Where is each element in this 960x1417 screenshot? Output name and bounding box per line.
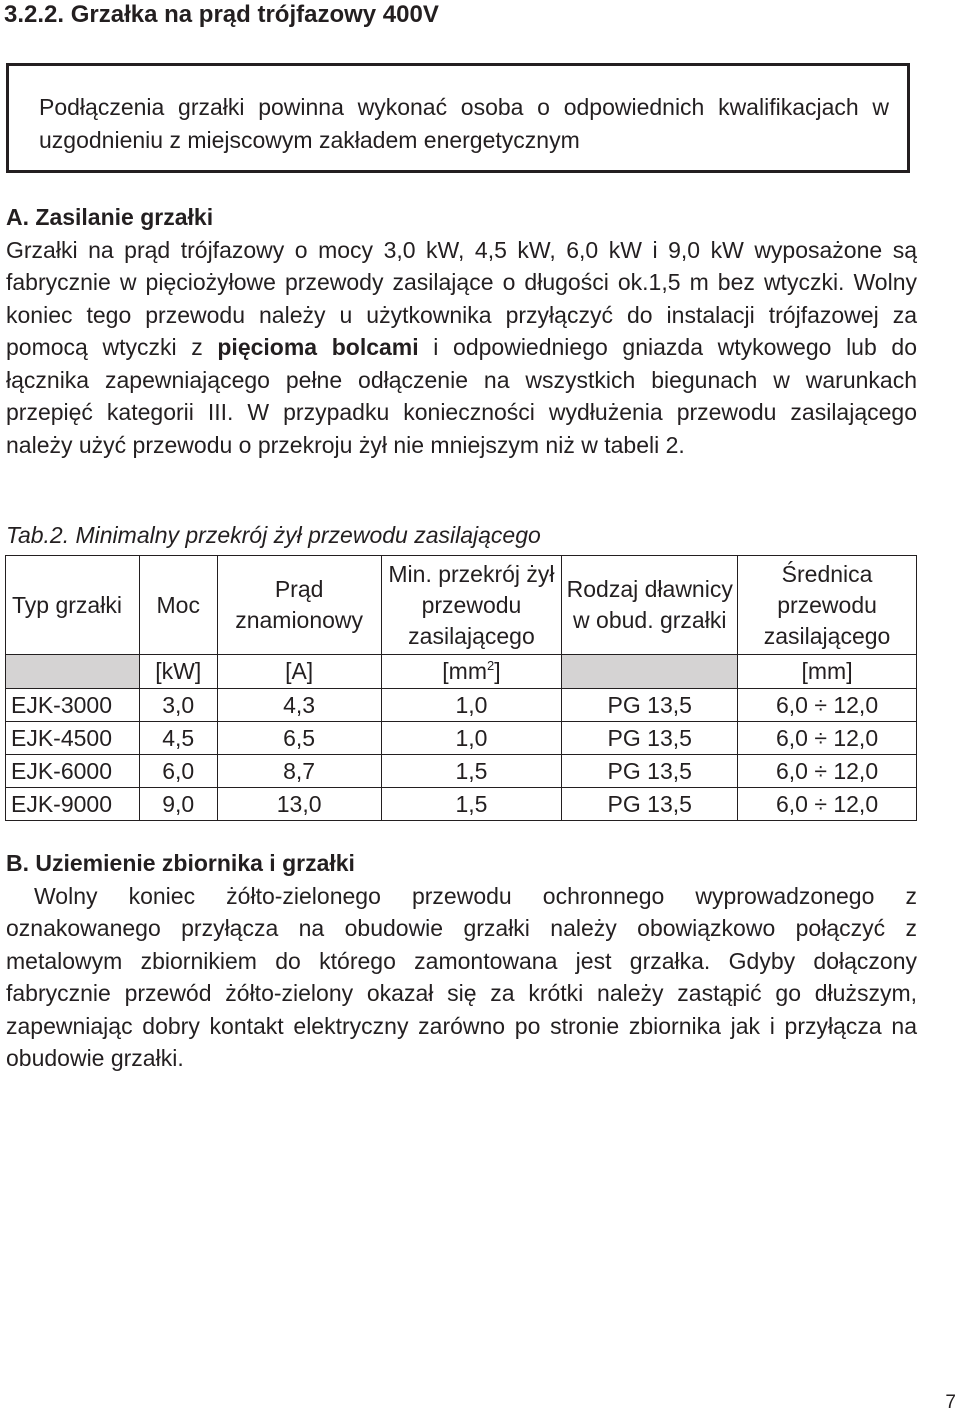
unit-power: [kW]: [139, 655, 217, 689]
cell-type: EJK-3000: [6, 689, 140, 722]
header-current: Prąd znamionowy: [217, 556, 381, 655]
header-gland: Rodzaj dławnicy w obud. grzałki: [562, 556, 738, 655]
table-row: [6, 788, 917, 821]
cell-current: 6,5: [217, 722, 381, 755]
cell-power: 6,0: [139, 755, 217, 788]
notice-text: Podłączenia grzałki powinna wykonać osoba o odpowiednich kwalifikacjach w uzgodnieniu z miejscowym zakładem energetycznym: [39, 94, 889, 153]
table-row: [6, 689, 917, 722]
unit-type-blank: [6, 655, 140, 689]
cell-power: 3,0: [139, 689, 217, 722]
cell-gland: PG 13,5: [562, 755, 738, 788]
cell-diameter: 6,0 ÷ 12,0: [738, 722, 917, 755]
section-b-text: Wolny koniec żółto-zielonego przewodu ochronnego wyprowadzonego z oznakowanego przyłącza na obudowie grzałki należy obowiązkowo połączyć z metalowym zbiornikiem do którego zamontowana jest grzałka. Gdyby dołączony fabrycznie przewód żółto-zielony okazał się za krótki należy zastąpić go dłuższym, zapewniając dobry kontakt elektryczny zarówno po stronie zbiornika jak i przyłącza na obudowie grzałki.: [6, 882, 917, 1071]
cell-diameter: 6,0 ÷ 12,0: [738, 689, 917, 722]
cell-diameter: 6,0 ÷ 12,0: [738, 755, 917, 788]
header-diameter: Średnica przewodu zasilającego: [738, 556, 917, 655]
cell-gland: PG 13,5: [562, 689, 738, 722]
cell-cross-section: 1,5: [381, 755, 562, 788]
table-header-row: [6, 556, 917, 655]
cell-power: 4,5: [139, 722, 217, 755]
table-row: [6, 755, 917, 788]
cell-type: EJK-9000: [6, 788, 140, 821]
cell-gland: PG 13,5: [562, 722, 738, 755]
unit-diameter: [mm]: [738, 655, 917, 689]
table-row: [6, 722, 917, 755]
header-power: Moc: [139, 556, 217, 655]
section-a-text-before: Grzałki na prąd trójfazowy o mocy 3,0 kW, 4,5 kW, 6,0 kW i 9,0 kW wyposażone są fabrycznie w pięciożyłowe przewody zasilające o długości ok.1,5 m bez wtyczki. Wolny koniec tego przewodu należy u użytkownika przyłączyć do instalacji trójfazowej za pomocą wtyczki z: [6, 236, 917, 360]
table-caption: Tab.2. Minimalny przekrój żył przewodu zasilającego: [6, 522, 541, 548]
cell-cross-section: 1,5: [381, 788, 562, 821]
header-type: Typ grzałki: [6, 556, 140, 655]
page-number: 7: [945, 1392, 956, 1413]
unit-cross-section: [381, 655, 562, 689]
cell-type: EJK-6000: [6, 755, 140, 788]
unit-cross-section-sup: 2: [487, 658, 495, 673]
section-heading: 3.2.2. Grzałka na prąd trójfazowy 400V: [4, 1, 439, 28]
cable-spec-table: [5, 555, 917, 821]
cell-diameter: 6,0 ÷ 12,0: [738, 788, 917, 821]
cell-type: EJK-4500: [6, 722, 140, 755]
cell-current: 4,3: [217, 689, 381, 722]
section-power-supply: [6, 201, 917, 461]
header-cross-section: Min. przekrój żył przewodu zasilającego: [381, 556, 562, 655]
notice-box: [6, 63, 910, 173]
unit-cross-section-base: [mm: [442, 658, 488, 684]
cell-cross-section: 1,0: [381, 689, 562, 722]
cell-current: 13,0: [217, 788, 381, 821]
section-a-text: [6, 234, 917, 462]
cell-current: 8,7: [217, 755, 381, 788]
section-grounding: [6, 847, 917, 1075]
section-a-title: A. Zasilanie grzałki: [6, 204, 214, 230]
unit-cross-section-end: ]: [494, 658, 501, 684]
cell-gland: PG 13,5: [562, 788, 738, 821]
unit-current: [A]: [217, 655, 381, 689]
unit-gland-blank: [562, 655, 738, 689]
table-units-row: [6, 655, 917, 689]
section-b-title: B. Uziemienie zbiornika i grzałki: [6, 850, 355, 876]
cell-cross-section: 1,0: [381, 722, 562, 755]
cell-power: 9,0: [139, 788, 217, 821]
section-a-text-bold: pięcioma bolcami: [217, 334, 419, 360]
section-a-text-after: i odpowiedniego gniazda wtykowego lub do łącznika zapewniającego pełne odłączenie na wszystkich biegunach w warunkach przepięć kategorii III. W przypadku konieczności wydłużenia przewodu zasilającego należy użyć przewodu o przekroju żył nie mniejszym niż w tabeli 2.: [6, 334, 917, 458]
